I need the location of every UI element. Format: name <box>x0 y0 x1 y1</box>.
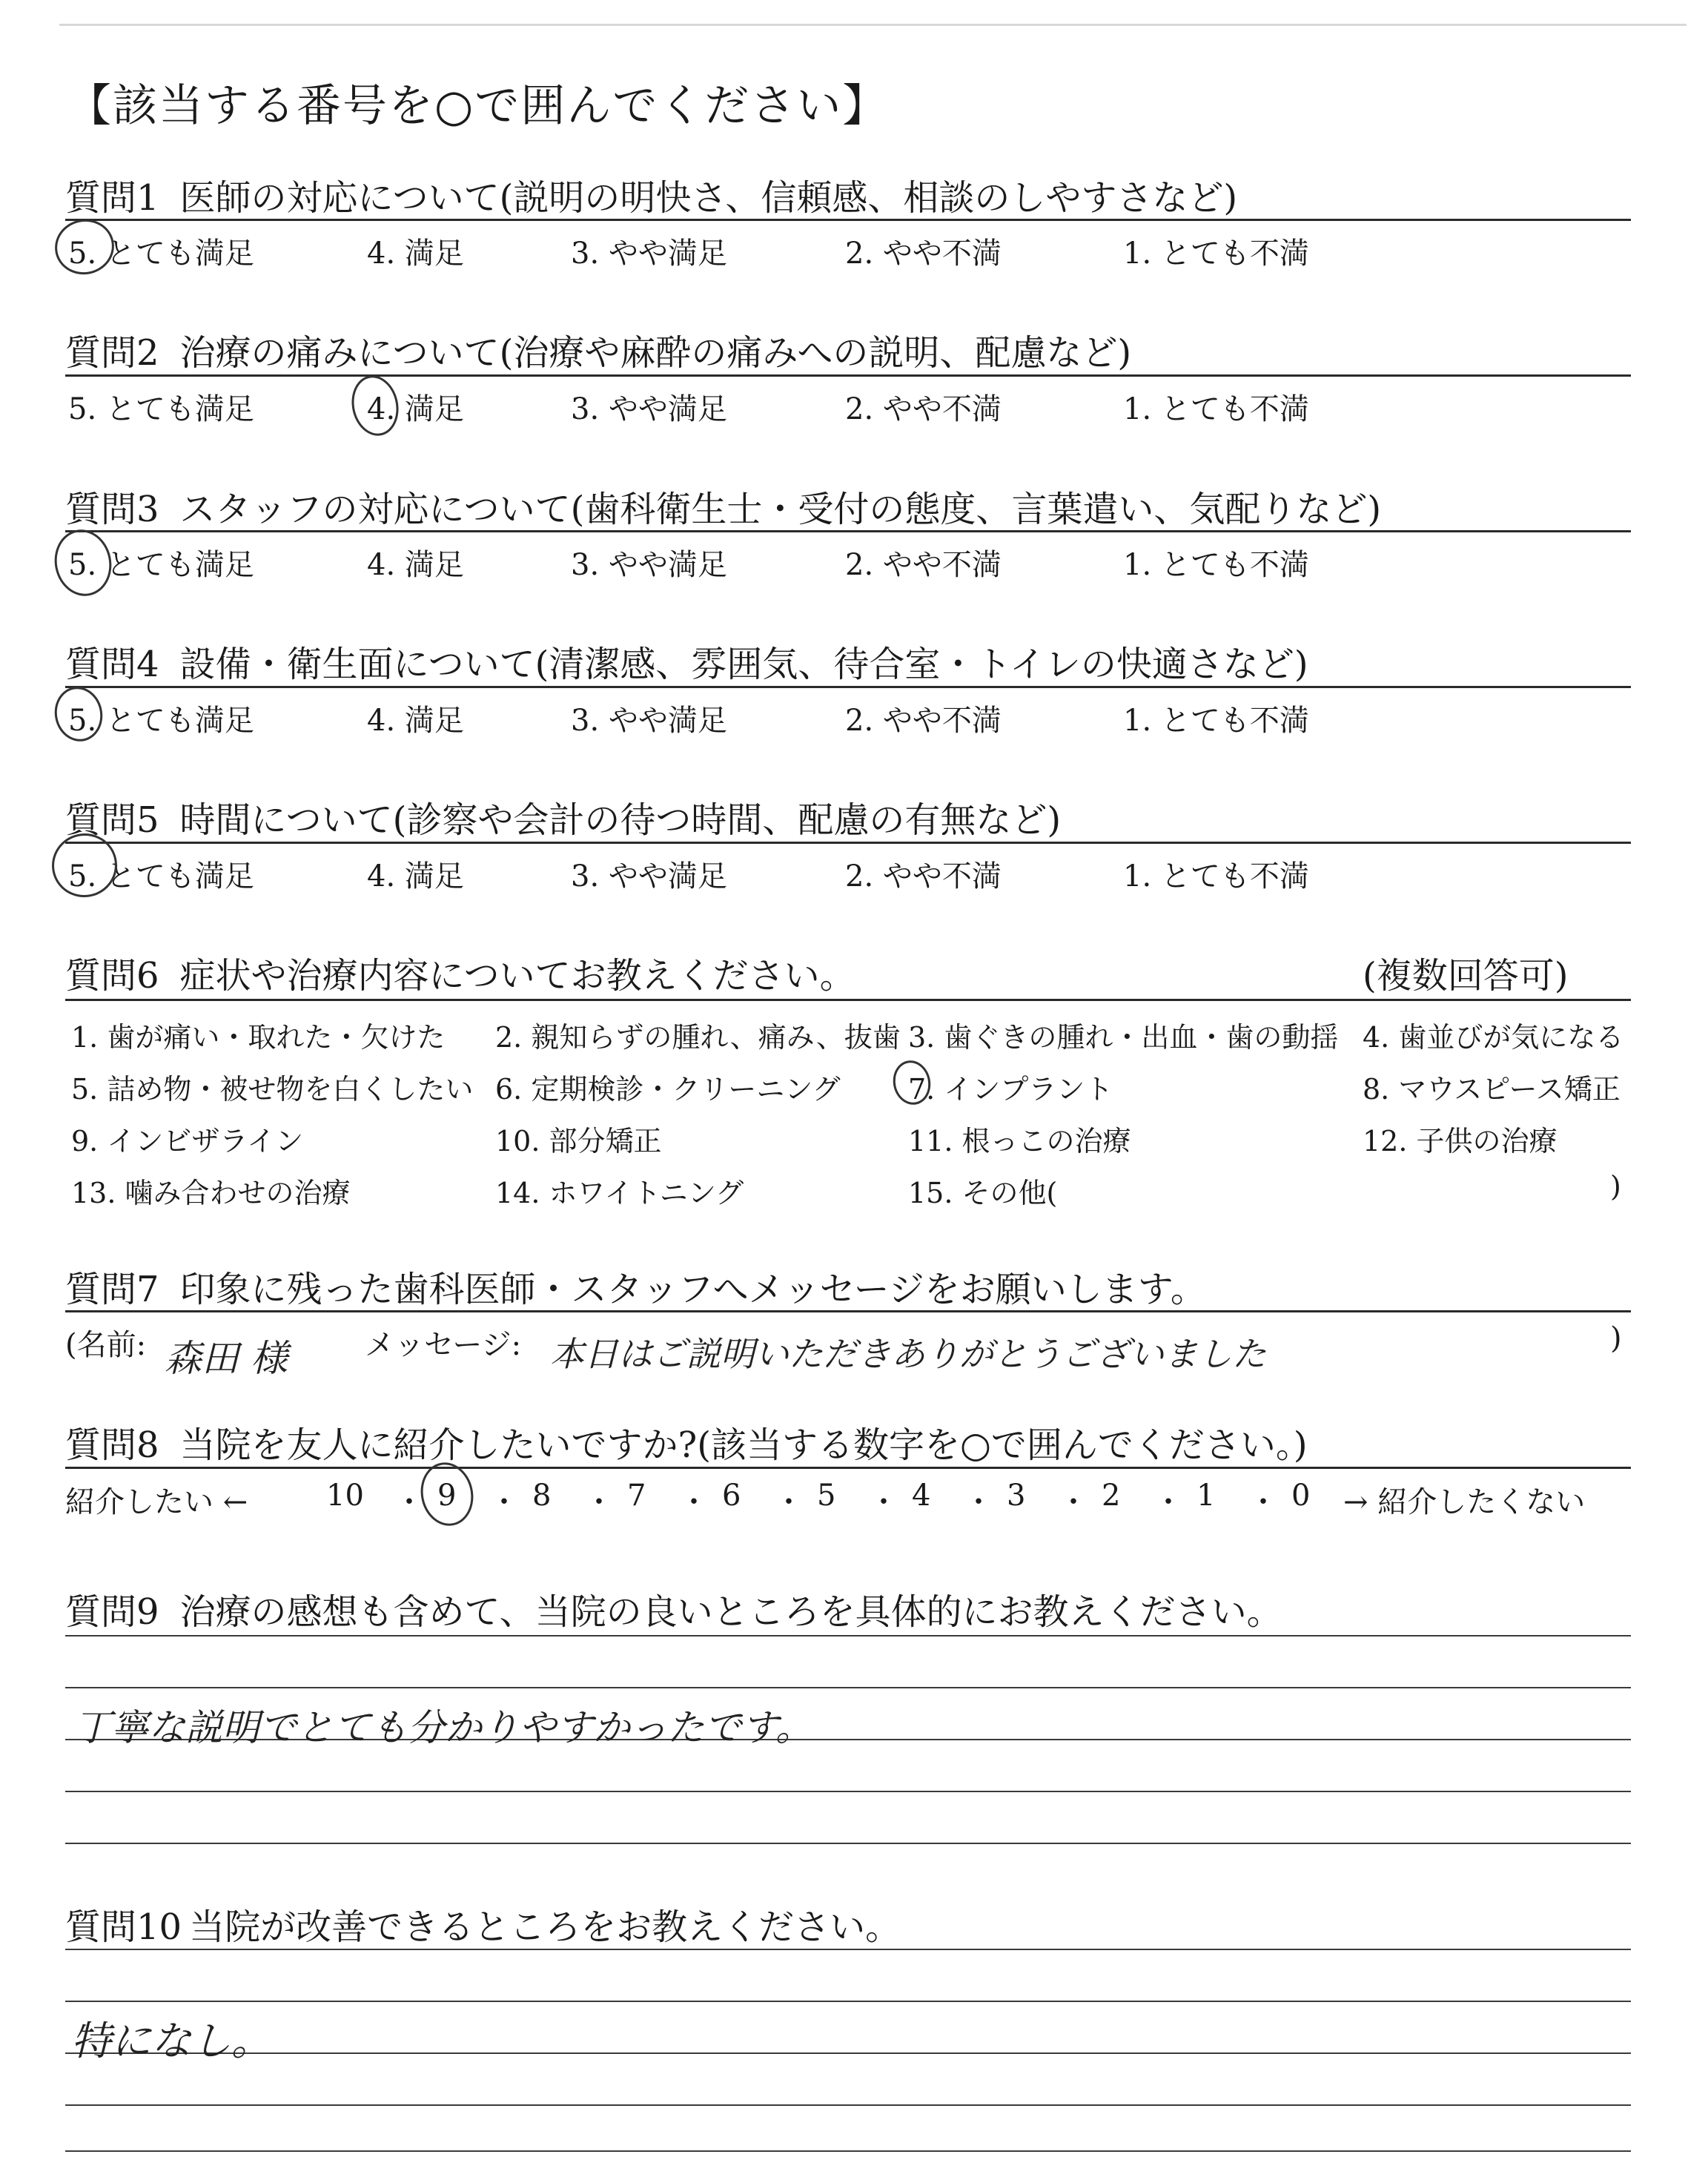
scale-value[interactable]: 0 <box>1291 1479 1311 1513</box>
question-5-text: 時間について(診察や会計の待つ時間、配慮の有無など) <box>179 799 1062 841</box>
question-8-title <box>65 1416 1308 1467</box>
scale-value[interactable]: 10 <box>326 1479 364 1513</box>
answer-line <box>65 2052 1631 2054</box>
answer-line <box>65 1687 1631 1688</box>
option-5[interactable]: 5. とても満足 <box>68 237 254 271</box>
option-4[interactable]: 4. 満足 <box>367 237 464 271</box>
question-2-number: 質問2 <box>65 332 159 374</box>
scale-value[interactable]: 2 <box>1102 1479 1121 1513</box>
message-close-paren: ) <box>1610 1321 1622 1355</box>
question-4-number: 質問4 <box>65 644 159 685</box>
scale-value[interactable]: 3 <box>1007 1479 1026 1513</box>
option-3[interactable]: 3. やや満足 <box>571 704 727 738</box>
option-3[interactable]: 3. やや満足 <box>571 392 727 426</box>
question-5-number: 質問5 <box>65 799 159 841</box>
question-7-rule <box>65 1310 1631 1312</box>
symptom-item[interactable]: 1. 歯が痛い・取れた・欠けた <box>71 1021 446 1054</box>
question-4-title <box>65 635 1308 687</box>
option-3[interactable]: 3. やや満足 <box>571 237 727 271</box>
question-2-title <box>65 324 1131 375</box>
question-3-number: 質問3 <box>65 489 159 530</box>
symptom-item[interactable]: 2. 親知らずの腫れ、痛み、抜歯 <box>495 1021 901 1054</box>
question-7-number: 質問7 <box>65 1269 159 1310</box>
answer-line <box>65 1843 1631 1844</box>
symptom-item[interactable]: 15. その他( <box>908 1177 1058 1209</box>
symptom-item[interactable]: 14. ホワイトニング <box>495 1177 744 1209</box>
scale-separator: ・ <box>1059 1485 1088 1519</box>
option-1[interactable]: 1. とても不満 <box>1123 859 1309 894</box>
option-3[interactable]: 3. やや満足 <box>571 548 727 582</box>
multiple-answers-note: (複数回答可) <box>1363 955 1569 997</box>
symptom-item[interactable]: 10. 部分矯正 <box>495 1125 662 1157</box>
scale-value[interactable]: 9 <box>437 1479 457 1513</box>
q9-handwritten-answer: 丁寧な説明でとても分かりやすかったです。 <box>74 1706 812 1749</box>
scale-separator: ・ <box>584 1485 614 1519</box>
symptom-item[interactable]: 7. インプラント <box>908 1073 1113 1106</box>
question-5-rule <box>65 842 1631 844</box>
scale-separator: ・ <box>1153 1485 1183 1519</box>
option-1[interactable]: 1. とても不満 <box>1123 548 1309 582</box>
name-label: (名前: <box>65 1328 147 1362</box>
question-9-title <box>65 1583 1282 1634</box>
scale-separator: ・ <box>394 1485 424 1519</box>
option-2[interactable]: 2. やや不満 <box>845 859 1002 894</box>
question-1-title <box>65 169 1237 220</box>
question-1-number: 質問1 <box>65 177 159 219</box>
option-4[interactable]: 4. 満足 <box>367 392 464 426</box>
question-4-text: 設備・衛生面について(清潔感、雰囲気、待合室・トイレの快適さなど) <box>179 644 1308 685</box>
scale-separator: ・ <box>489 1485 519 1519</box>
question-3-text: スタッフの対応について(歯科衛生士・受付の態度、言葉遣い、気配りなど) <box>179 489 1382 530</box>
question-1-rule <box>65 219 1631 221</box>
question-6-text: 症状や治療内容についてお教えください。 <box>179 955 855 997</box>
symptom-item[interactable]: 3. 歯ぐきの腫れ・出血・歯の動揺 <box>908 1021 1339 1054</box>
scale-separator: ・ <box>679 1485 709 1519</box>
answer-line <box>65 1635 1631 1636</box>
symptom-item[interactable]: 13. 噛み合わせの治療 <box>71 1177 351 1209</box>
option-5[interactable]: 5. とても満足 <box>68 704 254 738</box>
scale-value[interactable]: 6 <box>722 1479 741 1513</box>
question-4-rule <box>65 686 1631 688</box>
question-8-number: 質問8 <box>65 1424 159 1466</box>
question-7-text: 印象に残った歯科医師・スタッフへメッセージをお願いします。 <box>179 1269 1206 1310</box>
message-handwritten: 本日はご説明いただきありがとうございました <box>550 1334 1266 1374</box>
option-1[interactable]: 1. とても不満 <box>1123 704 1309 738</box>
other-close-paren: ) <box>1610 1170 1621 1203</box>
question-10-title <box>65 1898 901 1949</box>
option-4[interactable]: 4. 満足 <box>367 859 464 894</box>
question-7-title <box>65 1261 1206 1312</box>
option-4[interactable]: 4. 満足 <box>367 548 464 582</box>
question-6-rule <box>65 999 1631 1001</box>
symptom-item[interactable]: 8. マウスピース矯正 <box>1363 1073 1621 1106</box>
question-9-number: 質問9 <box>65 1591 159 1633</box>
scale-right-label: → 紹介したくない <box>1343 1485 1586 1519</box>
option-5[interactable]: 5. とても満足 <box>68 548 254 582</box>
question-8-text: 当院を友人に紹介したいですか?(該当する数字を○で囲んでください。) <box>179 1424 1308 1466</box>
scale-value[interactable]: 7 <box>627 1479 646 1513</box>
scale-separator: ・ <box>869 1485 898 1519</box>
symptom-item[interactable]: 9. インビザライン <box>71 1125 304 1157</box>
selection-circle-q2 <box>346 371 404 440</box>
option-2[interactable]: 2. やや不満 <box>845 704 1002 738</box>
answer-line <box>65 2150 1631 2152</box>
answer-line <box>65 1949 1631 1950</box>
answer-line <box>65 1791 1631 1792</box>
option-3[interactable]: 3. やや満足 <box>571 859 727 894</box>
scale-value[interactable]: 1 <box>1196 1479 1216 1513</box>
scale-separator: ・ <box>964 1485 993 1519</box>
selection-circle-q3 <box>48 524 117 601</box>
symptom-item[interactable]: 4. 歯並びが気になる <box>1363 1021 1624 1054</box>
symptom-item[interactable]: 11. 根っこの治療 <box>908 1125 1131 1157</box>
option-4[interactable]: 4. 満足 <box>367 704 464 738</box>
option-5[interactable]: 5. とても満足 <box>68 859 254 894</box>
question-6-number: 質問6 <box>65 955 159 997</box>
question-1-text: 医師の対応について(説明の明快さ、信頼感、相談のしやすさなど) <box>179 177 1238 219</box>
question-2-text: 治療の痛みについて(治療や麻酔の痛みへの説明、配慮など) <box>179 332 1132 374</box>
option-2[interactable]: 2. やや不満 <box>845 392 1002 426</box>
q10-handwritten-answer: 特になし。 <box>71 2018 271 2064</box>
answer-line <box>65 2104 1631 2106</box>
name-handwritten: 森田 様 <box>165 1337 288 1380</box>
symptom-item[interactable]: 12. 子供の治療 <box>1363 1125 1558 1157</box>
scale-left-label: 紹介したい ← <box>65 1485 248 1519</box>
option-2[interactable]: 2. やや不満 <box>845 548 1002 582</box>
page-top-border <box>59 24 1687 26</box>
option-5[interactable]: 5. とても満足 <box>68 392 254 426</box>
answer-line <box>65 2001 1631 2002</box>
option-1[interactable]: 1. とても不満 <box>1123 237 1309 271</box>
question-10-number: 質問10 <box>65 1906 182 1948</box>
question-3-rule <box>65 530 1631 532</box>
scale-separator: ・ <box>774 1485 804 1519</box>
question-6-title <box>65 947 855 998</box>
question-2-rule <box>65 374 1631 377</box>
question-8-rule <box>65 1467 1631 1469</box>
question-5-title <box>65 791 1061 842</box>
scale-value[interactable]: 5 <box>817 1479 836 1513</box>
option-1[interactable]: 1. とても不満 <box>1123 392 1309 426</box>
scale-separator: ・ <box>1248 1485 1278 1519</box>
question-9-text: 治療の感想も含めて、当院の良いところを具体的にお教えください。 <box>179 1591 1282 1633</box>
question-10-text: 当院が改善できるところをお教えください。 <box>189 1906 901 1948</box>
symptom-item[interactable]: 5. 詰め物・被せ物を白くしたい <box>71 1073 474 1106</box>
question-3-title <box>65 480 1381 532</box>
scale-value[interactable]: 8 <box>532 1479 552 1513</box>
instruction-heading: 【該当する番号を○で囲んでください】 <box>67 80 889 132</box>
symptom-item[interactable]: 6. 定期検診・クリーニング <box>495 1073 841 1106</box>
message-label: メッセージ: <box>365 1328 522 1362</box>
option-2[interactable]: 2. やや不満 <box>845 237 1002 271</box>
scale-value[interactable]: 4 <box>912 1479 931 1513</box>
